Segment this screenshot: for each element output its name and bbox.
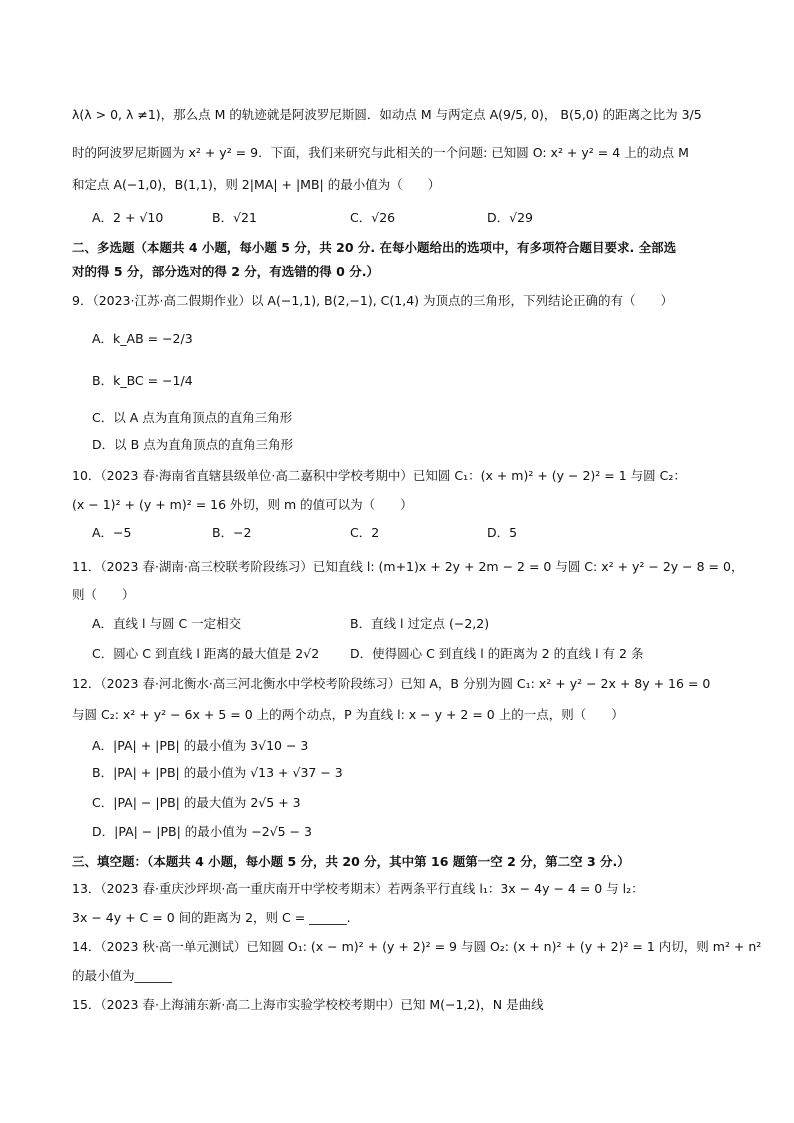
q14-line-1: 14．（2023 秋·高一单元测试）已知圆 O₁: (x − m)² + (y + 2)² = 9 与圆 O₂: (x + n)² + (y + 2)² = 1 内切，则 m² + n² [72,939,762,954]
q11-option-d: D．使得圆心 C 到直线 l 的距离为 2 的直线 l 有 2 条 [350,646,644,661]
intro-line-3: 和定点 A(−1,0)，B(1,1)，则 2|MA| + |MB| 的最小值为（ ） [72,177,441,192]
section-2-heading-line-1: 二、多选题（本题共 4 小题，每小题 5 分，共 20 分. 在每小题给出的选项中，有多项符合题目要求. 全部选 [72,240,677,255]
q10-option-d: D．5 [487,525,518,540]
q9-stem: 9．（2023·江苏·高二假期作业）以 A(−1,1), B(2,−1), C(1,4) 为顶点的三角形，下列结论正确的有（ ） [72,293,674,308]
intro-line-1a: λ(λ > 0, λ ≠1)，那么点 M 的轨迹就是阿波罗尼斯圆．如动点 M 与两定点 A(9/5, 0)， [72,107,557,122]
q8-option-a: A．2 + √10 [92,210,164,225]
q11-option-b: B．直线 l 过定点 (−2,2) [350,616,490,631]
q15-line-1: 15．（2023 春·上海浦东新·高二上海市实验学校校考期中）已知 M(−1,2)，N 是曲线 [72,997,544,1012]
intro-line-2: 时的阿波罗尼斯圆为 x² + y² = 9．下面，我们来研究与此相关的一个问题: 已知圆 O: x² + y² = 4 上的动点 M [72,145,689,160]
section-2-heading-line-2: 对的得 5 分，部分选对的得 2 分，有选错的得 0 分.） [72,264,379,279]
intro-line-1 [72,106,702,124]
q8-option-d: D．√29 [487,210,533,225]
q12-line-2: 与圆 C₂: x² + y² − 6x + 5 = 0 上的两个动点，P 为直线 l: x − y + 2 = 0 上的一点，则（ ） [72,707,624,722]
q14-line-2: 的最小值为______ [72,968,173,983]
q12-line-1: 12．（2023 春·河北衡水·高三河北衡水中学校考阶段练习）已知 A，B 分别为圆 C₁: x² + y² − 2x + 8y + 16 = 0 [72,676,711,691]
section-3-heading: 三、填空题：（本题共 4 小题，每小题 5 分，共 20 分，其中第 16 题第一空 2 分，第二空 3 分.） [72,854,630,869]
q9-option-a: A．k_AB = −2/3 [92,331,193,346]
intro-line-1b: B(5,0) 的距离之比为 3/5 [560,107,702,122]
q12-option-a: A．|PA| + |PB| 的最小值为 3√10 − 3 [92,738,309,753]
q13-line-2: 3x − 4y + C = 0 间的距离为 2，则 C = ______. [72,910,351,925]
q11-line-1: 11．（2023 春·湖南·高三校联考阶段练习）已知直线 l: (m+1)x + 2y + 2m − 2 = 0 与圆 C: x² + y² − 2y − 8 = 0， [72,559,744,574]
q11-option-a: A．直线 l 与圆 C 一定相交 [92,616,242,631]
q10-line-2: (x − 1)² + (y + m)² = 16 外切，则 m 的值可以为（ ） [72,497,413,512]
q9-option-d: D．以 B 点为直角顶点的直角三角形 [92,437,294,452]
q8-option-b: B．√21 [212,210,257,225]
q10-option-b: B．−2 [212,525,252,540]
q13-line-1: 13．（2023 春·重庆沙坪坝·高一重庆南开中学校考期末）若两条平行直线 l₁：3x − 4y − 4 = 0 与 l₂： [72,881,644,896]
q9-option-b: B．k_BC = −1/4 [92,373,193,388]
q12-option-c: C．|PA| − |PB| 的最大值为 2√5 + 3 [92,795,301,810]
q10-option-c: C．2 [350,525,380,540]
q12-option-d: D．|PA| − |PB| 的最小值为 −2√5 − 3 [92,824,312,839]
q12-option-b: B．|PA| + |PB| 的最小值为 √13 + √37 − 3 [92,765,343,780]
q11-option-c: C．圆心 C 到直线 l 距离的最大值是 2√2 [92,646,320,661]
q9-option-c: C．以 A 点为直角顶点的直角三角形 [92,410,293,425]
q8-option-c: C．√26 [350,210,396,225]
q10-line-1: 10．（2023 春·海南省直辖县级单位·高二嘉积中学校考期中）已知圆 C₁：(x + m)² + (y − 2)² = 1 与圆 C₂： [72,468,686,483]
q10-option-a: A．−5 [92,525,132,540]
q11-line-2: 则（ ） [72,587,135,602]
